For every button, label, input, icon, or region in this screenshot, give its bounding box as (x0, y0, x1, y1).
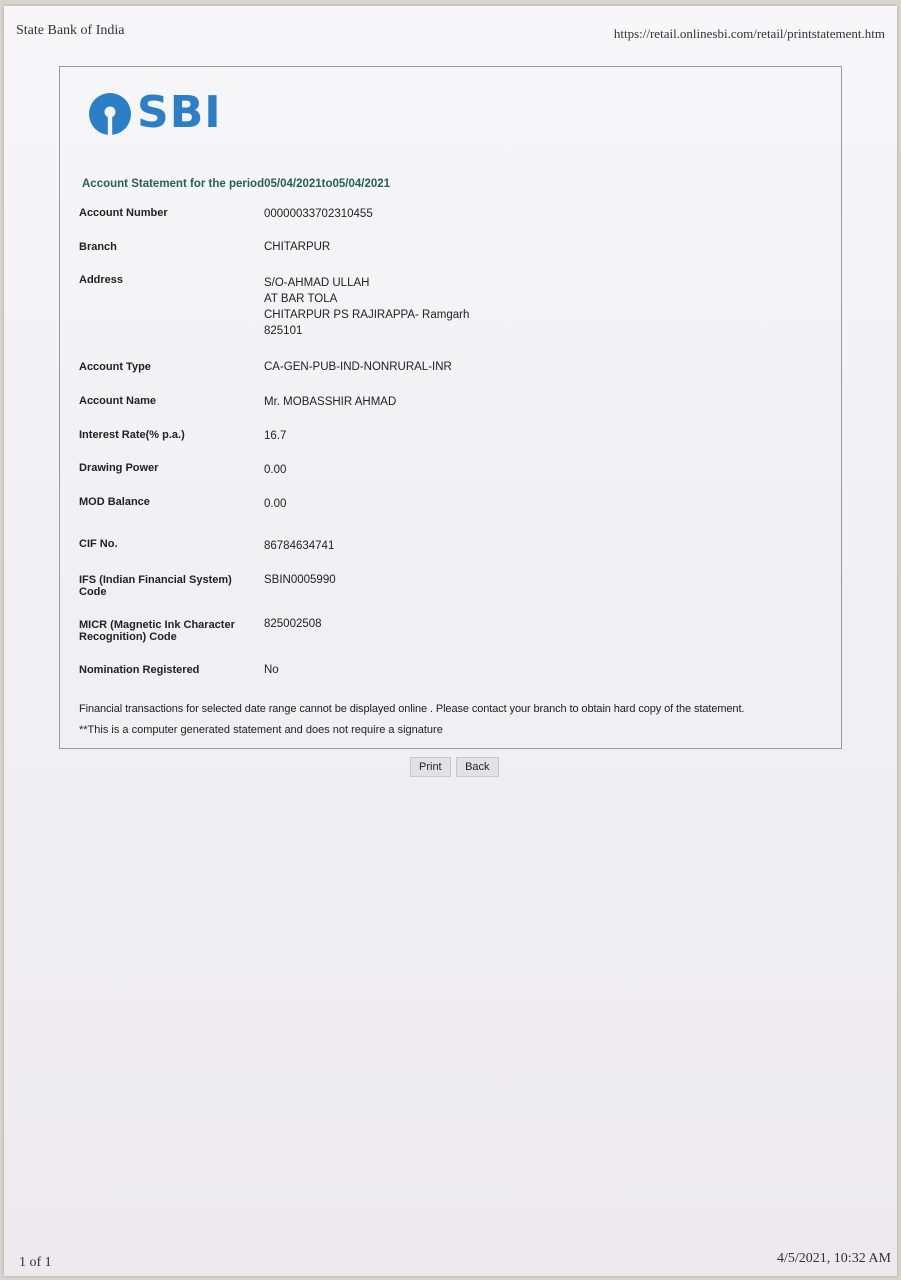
statement-panel (59, 66, 842, 749)
address-line-2: AT BAR TOLA (264, 293, 338, 305)
label-address: Address (79, 274, 124, 286)
value-mod-balance: 0.00 (264, 498, 287, 510)
address-line-3: CHITARPUR PS RAJIRAPPA- Ramgarh (264, 309, 470, 321)
action-buttons (410, 757, 500, 777)
page-number: 1 of 1 (19, 1255, 52, 1270)
label-cif-number: CIF No. (79, 538, 118, 550)
value-cif-number: 86784634741 (264, 540, 335, 552)
label-account-name: Account Name (79, 395, 157, 407)
label-account-number: Account Number (79, 207, 168, 219)
label-interest-rate: Interest Rate(% p.a.) (79, 429, 185, 441)
label-branch: Branch (79, 241, 117, 253)
signature-note: **This is a computer generated statement and does not require a signature (79, 724, 443, 736)
label-micr-code: MICR (Magnetic Ink Character Recognition) Code (79, 619, 235, 643)
sbi-logo (87, 87, 227, 141)
print-header-title: State Bank of India (16, 23, 125, 38)
label-drawing-power: Drawing Power (79, 462, 159, 474)
address-line-1: S/O-AHMAD ULLAH (264, 277, 370, 289)
print-datetime: 4/5/2021, 10:32 AM (777, 1251, 891, 1266)
print-header-url: https://retail.onlinesbi.com/retail/printstatement.htm (613, 26, 885, 41)
value-ifs-code: SBIN0005990 (264, 574, 336, 586)
value-account-number: 00000033702310455 (264, 208, 373, 220)
value-address (264, 275, 469, 339)
label-ifs-code: IFS (Indian Financial System) Code (79, 574, 232, 598)
transactions-note: Financial transactions for selected date range cannot be displayed online . Please contact your branch to obtain hard copy of the statement. (79, 703, 745, 715)
sbi-logo-icon (87, 91, 133, 137)
printed-page (4, 6, 897, 1276)
sbi-logo-text: SBI (137, 87, 222, 138)
value-branch: CHITARPUR (264, 241, 331, 253)
label-mod-balance: MOD Balance (79, 496, 150, 508)
statement-period-title: Account Statement for the period05/04/2021to05/04/2021 (82, 178, 391, 190)
print-button[interactable]: Print (410, 757, 451, 777)
value-nomination: No (264, 664, 279, 676)
value-account-type: CA-GEN-PUB-IND-NONRURAL-INR (264, 361, 452, 373)
back-button[interactable]: Back (456, 757, 498, 777)
value-micr-code: 825002508 (264, 618, 322, 630)
label-account-type: Account Type (79, 361, 151, 373)
label-nomination: Nomination Registered (79, 664, 200, 676)
value-account-name: Mr. MOBASSHIR AHMAD (264, 396, 397, 408)
value-interest-rate: 16.7 (264, 430, 287, 442)
address-line-4: 825101 (264, 325, 303, 337)
value-drawing-power: 0.00 (264, 464, 287, 476)
